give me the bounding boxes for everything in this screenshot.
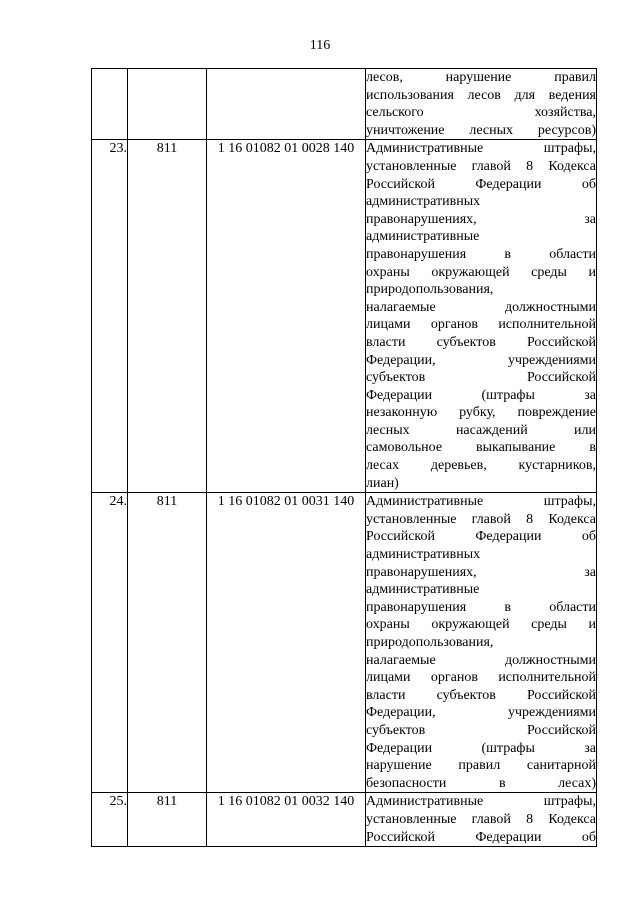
description-line: лесных насаждений или: [366, 422, 596, 438]
table-row: [92, 69, 597, 140]
description-line: лесах деревьев, кустарников,: [366, 458, 596, 474]
description-line: незаконную рубку, повреждение: [366, 405, 596, 421]
budget-classification-code-cell: 1 16 01082 01 0028 140: [207, 140, 366, 493]
budget-classification-code-cell: 1 16 01082 01 0031 140: [207, 493, 366, 793]
description-line: самовольное выкапывание в: [366, 440, 596, 456]
description-line: охраны окружающей среды и: [366, 617, 596, 633]
page-number: 116: [309, 38, 331, 53]
description-cell: [366, 140, 597, 493]
row-number-cell: 25.: [92, 793, 128, 847]
budget-classification-code-cell: [207, 69, 366, 140]
administrator-code-cell: 811: [128, 140, 207, 493]
description-line: Административные штрафы,: [366, 141, 596, 157]
description-line: административных: [366, 194, 481, 210]
description-line: сельского хозяйства,: [366, 105, 596, 121]
description-line: налагаемые должностными: [366, 299, 596, 315]
description-line: природопользования,: [366, 635, 494, 650]
description-line: уничтожение лесных ресурсов): [366, 122, 596, 138]
description-line: административные: [366, 582, 480, 598]
administrator-code-cell: [128, 69, 207, 140]
administrator-code-cell: 811: [128, 793, 207, 847]
description-line: Российской Федерации об: [366, 829, 596, 845]
description-line: Административные штрафы,: [366, 794, 596, 810]
description-cell: [366, 69, 597, 140]
description-line: Административные штрафы,: [366, 494, 596, 510]
description-line: Федерации (штрафы за: [366, 387, 596, 403]
description-line: установленные главой 8 Кодекса: [366, 158, 596, 174]
administrator-code-cell: 811: [128, 493, 207, 793]
description-line: установленные главой 8 Кодекса: [366, 511, 596, 527]
description-line: правонарушения в области: [366, 246, 596, 262]
description-line: Федерации (штрафы за: [366, 740, 596, 756]
description-cell: [366, 793, 597, 847]
description-line: налагаемые должностными: [366, 652, 596, 668]
description-line: субъектов Российской: [366, 370, 596, 386]
description-line: Федерации, учреждениями: [366, 705, 596, 721]
description-line: правонарушениях, за: [366, 564, 596, 580]
budget-codes-table: [91, 68, 597, 847]
description-line: административные: [366, 229, 480, 245]
description-line: правонарушения в области: [366, 599, 596, 615]
description-line: природопользования,: [366, 282, 494, 298]
description-line: лиан): [366, 475, 399, 491]
description-line: Федерации, учреждениями: [366, 352, 596, 368]
description-line: лесов, нарушение правил: [366, 70, 596, 85]
description-line: лицами органов исполнительной: [366, 317, 596, 333]
description-line: административных: [366, 547, 481, 563]
description-line: правонарушениях, за: [366, 211, 596, 227]
description-cell: [366, 493, 597, 793]
description-line: использования лесов для ведения: [366, 87, 596, 103]
description-line: власти субъектов Российской: [366, 334, 596, 350]
row-number-cell: 23.: [92, 140, 128, 493]
table-row: [92, 493, 597, 793]
description-line: лицами органов исполнительной: [366, 670, 596, 686]
description-line: власти субъектов Российской: [366, 687, 596, 703]
row-number-cell: 24.: [92, 493, 128, 793]
description-line: нарушение правил санитарной: [366, 758, 596, 774]
row-number-cell: [92, 69, 128, 140]
description-line: Российской Федерации об: [366, 176, 596, 192]
description-line: безопасности в лесах): [366, 775, 596, 791]
table-row: [92, 793, 597, 847]
description-line: охраны окружающей среды и: [366, 264, 596, 280]
table-row: [92, 140, 597, 493]
description-line: Российской Федерации об: [366, 529, 596, 545]
description-line: субъектов Российской: [366, 722, 596, 738]
description-line: установленные главой 8 Кодекса: [366, 811, 596, 827]
budget-classification-code-cell: 1 16 01082 01 0032 140: [207, 793, 366, 847]
